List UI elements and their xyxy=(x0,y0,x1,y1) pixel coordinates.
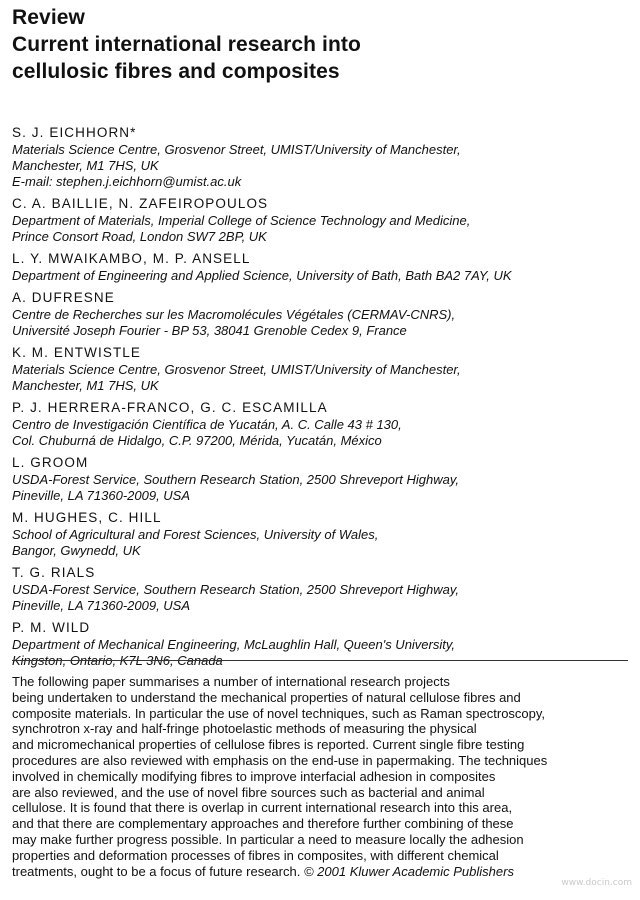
author-block xyxy=(12,250,632,284)
author-names: C. A. BAILLIE, N. ZAFEIROPOULOS xyxy=(12,196,269,211)
author-names: P. M. WILD xyxy=(12,620,91,635)
abstract-text: The following paper summarises a number of international research projects being undertaken to understand the mechanical properties of natural cellulose fibres and composite materials. In particular the use of novel techniques, such as Raman spectroscopy, synchrotron x-ray and half-fringe photoelastic methods of measuring the physical and micromechanical properties of cellulose fibres is reported. Current single fibre testing procedures are also reviewed with emphasis on the end-use in papermaking. The techniques involved in chemically modifying fibres to improve interfacial adhesion in composites are also reviewed, and the use of novel fibre sources such as bacterial and animal cellulose. It is found that there is overlap in current international research into this area, and that there are complementary approaches and therefore further combining of these may make further progress possible. In particular a need to measure locally the adhesion properties and deformation processes of fibres in composites, with different chemical treatments, ought to be a focus of future research. xyxy=(12,674,548,879)
author-names: S. J. EICHHORN* xyxy=(12,125,137,140)
author-affiliation: Centre de Recherches sur les Macromolécules Végétales (CERMAV-CNRS), Université Joseph Fourier - BP 53, 38041 Grenoble Cedex 9, France xyxy=(12,307,456,338)
author-affiliation: Materials Science Centre, Grosvenor Street, UMIST/University of Manchester, Manchester, M1 7HS, UK xyxy=(12,362,461,393)
section-divider xyxy=(12,660,628,661)
author-block xyxy=(12,619,632,669)
author-block xyxy=(12,124,632,190)
author-names: K. M. ENTWISTLE xyxy=(12,345,142,360)
copyright-notice: © 2001 Kluwer Academic Publishers xyxy=(303,863,514,879)
author-affiliation: Materials Science Centre, Grosvenor Street, UMIST/University of Manchester, Manchester, M1 7HS, UK E-mail: stephen.j.eichhorn@umist.ac.uk xyxy=(12,142,461,189)
author-affiliation: Department of Mechanical Engineering, McLaughlin Hall, Queen's University, Kingston, Ontario, K7L 3N6, Canada xyxy=(12,637,456,668)
article-type-label: Review xyxy=(12,6,85,29)
author-block xyxy=(12,399,632,449)
author-names: L. Y. MWAIKAMBO, M. P. ANSELL xyxy=(12,251,251,266)
author-block xyxy=(12,564,632,614)
paper-header xyxy=(12,4,612,85)
paper-title: Current international research into cellulosic fibres and composites xyxy=(12,33,361,83)
author-list xyxy=(12,124,632,674)
author-names: M. HUGHES, C. HILL xyxy=(12,510,162,525)
watermark: www.docin.com xyxy=(561,878,632,888)
author-block xyxy=(12,289,632,339)
author-block xyxy=(12,344,632,394)
author-block xyxy=(12,454,632,504)
author-affiliation: Department of Materials, Imperial College of Science Technology and Medicine, Prince Consort Road, London SW7 2BP, UK xyxy=(12,213,471,244)
author-affiliation: Centro de Investigación Científica de Yucatán, A. C. Calle 43 # 130, Col. Chuburná de Hidalgo, C.P. 97200, Mérida, Yucatán, México xyxy=(12,417,402,448)
abstract xyxy=(12,674,628,879)
author-block xyxy=(12,195,632,245)
author-affiliation: USDA-Forest Service, Southern Research Station, 2500 Shreveport Highway, Pineville, LA 71360-2009, USA xyxy=(12,582,460,613)
author-names: L. GROOM xyxy=(12,455,89,470)
author-names: P. J. HERRERA-FRANCO, G. C. ESCAMILLA xyxy=(12,400,328,415)
author-block xyxy=(12,509,632,559)
author-affiliation: School of Agricultural and Forest Sciences, University of Wales, Bangor, Gwynedd, UK xyxy=(12,527,379,558)
author-affiliation: USDA-Forest Service, Southern Research Station, 2500 Shreveport Highway, Pineville, LA 71360-2009, USA xyxy=(12,472,460,503)
author-names: A. DUFRESNE xyxy=(12,290,115,305)
author-affiliation: Department of Engineering and Applied Science, University of Bath, Bath BA2 7AY, UK xyxy=(12,268,512,283)
author-names: T. G. RIALS xyxy=(12,565,96,580)
